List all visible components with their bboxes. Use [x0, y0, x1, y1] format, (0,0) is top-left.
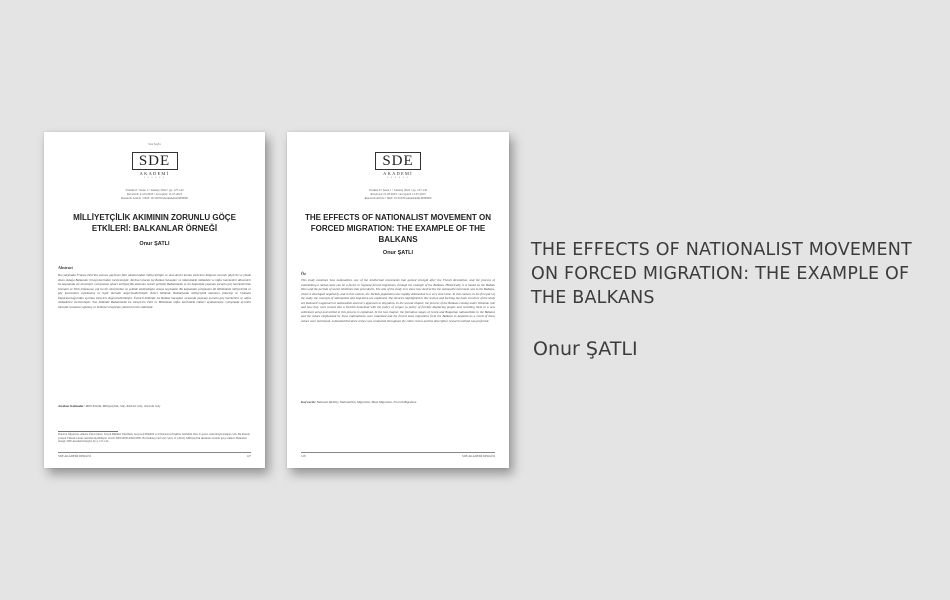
- abstract-heading: Öz: [301, 271, 306, 276]
- journal-logo: [375, 152, 421, 179]
- article-author: Onur ŞATLI: [139, 241, 170, 247]
- meta-line: Received: 21.03.2023 • Accepted: 11.07.2023: [370, 192, 426, 196]
- logo-main-text: SDE: [132, 152, 178, 170]
- logo-sub-text: AKADEMİ: [383, 171, 413, 176]
- logo-dots-decoration: • • • • • •: [143, 175, 166, 179]
- footer-page-number: 127: [246, 454, 251, 458]
- keywords: [301, 400, 495, 405]
- headline-title: THE EFFECTS OF NATIONALIST MOVEMENT ON FORCED MIGRATION: THE EXAMPLE OF THE BALKANS: [531, 240, 912, 308]
- logo-sub-text: AKADEMİ: [139, 171, 170, 176]
- article-meta: [287, 188, 509, 200]
- journal-logo: [132, 152, 178, 179]
- article-page-english: [287, 132, 509, 468]
- page-top-tag: Sıra Sayfa: [148, 142, 161, 146]
- abstract-heading: Abstract: [58, 265, 73, 270]
- keywords-list: Milli Kimlik, Milliyetçilik, Göç, Kitlesel Göç, Zorunlu Göç: [85, 404, 161, 408]
- keywords: [58, 404, 251, 409]
- footnote-rule: [58, 431, 118, 432]
- article-meta: [44, 188, 265, 200]
- meta-line: Received: 21.03.2023 • Accepted: 11.07.2023: [127, 192, 182, 196]
- page-footer: [301, 452, 495, 458]
- keywords-list: National Identity, Nationalism, Migration, Mass Migration, Forced Migration: [316, 400, 417, 404]
- footer-journal-name: SDE AKADEMİ DERGİSİ: [462, 454, 495, 458]
- footer-page-number: 128: [301, 454, 306, 458]
- abstract-body: This study examines how nationalism, one of the intellectual movements that gained strength after the French Revolution, and the process of establishing a nation-state can be a factor in regional forced migrations, through the example of the Balkans. Historically, it is based on the Balkan Wars and the periods of social rebellions that preceded it. The aim of the study is to show how destructive the nationalist movement was in the Balkans, where it developed negatively, and in this context, the Turkish population was rapidly diminished in a very short time. In this context, in the first part of the study, the concepts of nationalism and migration are explained. The theories highlighted in this section and forming the main structure of the study are Kedourie's approach to nationalism and Lee's approach to migration. In the second chapter, the process of the Balkans coming under Ottoman rule and how they were turned into a Turkish homeland with the policy of surgun (a policy of forcibly displacing people and resettling them in a new settlement area) and settled in this process is explained. In the last chapter, the formation stages of Greek and Bulgarian nationalisms in the Balkans and the values emphasized by these nationalisms were examined and the forced mass migrations from the Balkans to Anatolia as a result of these values were mentioned. A detailed literature review was conducted throughout the entire review and the descriptive research method was preferred.: [301, 278, 495, 323]
- abstract-body: Bu çalışmada Fransız Devrimi sonrası güçlenen fikir akımlarından milliyetçiliğin ve ulus-devlet kurma sürecinin bölgesel zorunlu göçlerin ve yönde etken olduğu Balkanlar örneği üzerinden incelenmiştir. Tarihsel olarak ise Balkan Savaşları ve ülkemizdeki mübadele ve nüfus hareketleri dönemleri bu kapsamda ele alınmıştır. Çalışmanın amacı milliyetçilik akımının nesnel gelişimi Balkanlarda ve bu bağlamda yaşanan zorunlu göç hareketlerinin Osmanlı ve Türk nüfusunun yok bu tür süreçlerden ne şekilde etkilendiğini ortaya koymaktır. Bu kapsamda çalışmanın ilk bölümünde milliyetçilik ve göç kavramları açıklanmış ve ilgili literatür değerlendirilmiştir. İkinci bölümde Balkanlarda milliyetçilik akımının yükselişi ve Osmanlı İmparatorluğu'ndan ayrılma süreçleri değerlendirilmiştir. Üçüncü bölümde ise Balkan Savaşları sırasında yaşanan zorunlu göç hareketleri ve nüfus mübadelesi incelenmiştir. Son bölümde Balkanlarda bu süreçlerin Türk ve Müslüman nüfus üzerindeki etkileri açıklanmıştır. Çalışmada ayrıntılı literatür taraması yapılmış ve betimsel araştırma yöntemi tercih edilmiştir.: [58, 273, 251, 309]
- logo-main-text: SDE: [375, 152, 421, 170]
- article-title: THE EFFECTS OF NATIONALIST MOVEMENT ON FORCED MIGRATION: THE EXAMPLE OF THE BALKANS: [304, 213, 492, 244]
- keywords-label: Keywords:: [301, 400, 316, 404]
- logo-dots-decoration: • • • • • •: [387, 175, 409, 179]
- footer-journal-name: SDE AKADEMİ DERGİSİ: [58, 454, 91, 458]
- article-author: Onur ŞATLI: [382, 250, 414, 256]
- page-footer: [58, 452, 251, 458]
- meta-line: Volume 6 • Issue 1 • January 2024 • pp. 127-142: [125, 188, 184, 192]
- footnote: Doktora Öğrencisi, Ankara Üniversitesi, Sosyal Bilimler Enstitüsü, Sosyoloji Bölümü ve Uluslararası İlişkiler Anabilim Dalı. E-posta: onursatli@example.com. Bu makale yazarın Yüksek Lisans tezinden üretilmiştir. Orcid: 0000-0000-0000-0000. Bu makaleyi atıf için: Şatlı, O. (2024). Milliyetçilik akımının zorunlu göçe etkileri: Balkanlar örneği. SDE Akademi Dergisi, 4(1), 127-142.: [58, 433, 250, 444]
- keywords-label: Anahtar Kelimeler:: [58, 404, 85, 408]
- article-title: MİLLİYETÇİLİK AKIMININ ZORUNLU GÖÇE ETKİLERİ: BALKANLAR ÖRNEĞİ: [73, 213, 236, 233]
- meta-line: Research Article • DOI: 10.31679/sdeakademi.0000000: [121, 196, 188, 200]
- meta-line: Volume 6 • Issue 1 • January 2024 • pp. 127-142: [368, 188, 428, 192]
- meta-line: Research Article • DOI: 10.31679/sdeakademi.0000000: [364, 196, 432, 200]
- article-page-turkish: [44, 132, 265, 468]
- headline-author: Onur ŞATLI: [533, 338, 638, 360]
